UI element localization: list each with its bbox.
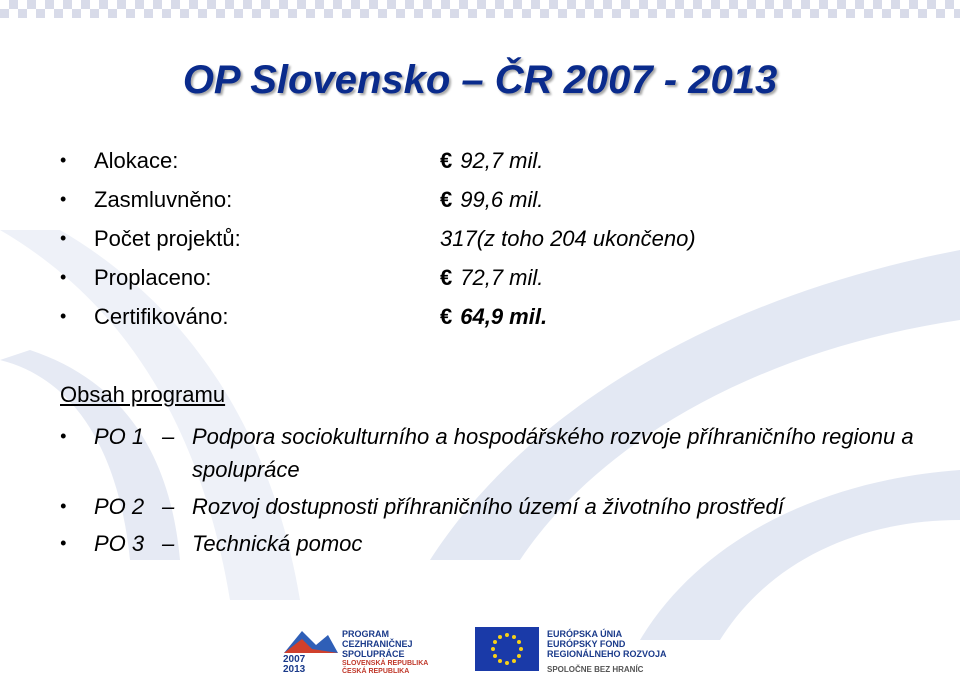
priority-text: Rozvoj dostupnosti příhraničního území a životního prostředí xyxy=(192,494,784,519)
page-title: OP Slovensko – ČR 2007 - 2013 xyxy=(182,58,778,102)
bullet: • xyxy=(60,306,67,326)
stat-value xyxy=(440,304,547,330)
priority-code: PO 1 xyxy=(94,424,145,449)
priority-text: Podpora sociokulturního a hospodářského rozvoje příhraničního regionu a spolupráce xyxy=(192,424,914,482)
bullet: • xyxy=(60,426,67,446)
stat-row-proplaceno xyxy=(60,265,920,304)
priority-item xyxy=(60,420,940,486)
bullet: • xyxy=(60,267,67,287)
priority-code: PO 3 xyxy=(94,531,145,556)
program-logo xyxy=(280,625,460,680)
eu-fund-name: EURÓPSKA ÚNIA EURÓPSKY FOND REGIONÁLNEHO ROZVOJA xyxy=(547,629,667,659)
stat-value xyxy=(440,148,543,174)
priority-dash: – xyxy=(162,494,175,519)
priority-dash: – xyxy=(162,531,175,556)
stat-row-pocet-projektu xyxy=(60,226,920,265)
stat-value xyxy=(440,265,543,291)
footer-logos xyxy=(280,625,680,685)
program-name: PROGRAM CEZHRANIČNEJ SPOLUPRÁCE xyxy=(342,629,413,659)
priority-code: PO 2 xyxy=(94,494,145,519)
priority-text: Technická pomoc xyxy=(192,531,363,556)
stat-amount: 92,7 mil. xyxy=(460,148,544,173)
stats-list xyxy=(60,148,920,343)
bullet: • xyxy=(60,228,67,248)
priority-dash: – xyxy=(162,424,175,449)
program-emblem-icon xyxy=(282,627,340,657)
stat-label: Zasmluvněno: xyxy=(94,187,233,212)
section-heading: Obsah programu xyxy=(60,382,226,407)
stat-amount: 64,9 mil. xyxy=(460,304,548,329)
euro-icon: € xyxy=(440,187,453,212)
stat-row-certifikovano xyxy=(60,304,920,343)
eu-logo xyxy=(475,625,685,680)
program-countries: SLOVENSKÁ REPUBLIKA ČESKÁ REPUBLIKA xyxy=(342,660,429,675)
bullet: • xyxy=(60,496,67,516)
stat-label: Počet projektů: xyxy=(94,226,241,251)
stat-label: Certifikováno: xyxy=(94,304,229,329)
stat-row-alokace xyxy=(60,148,920,187)
priority-list xyxy=(60,420,940,564)
euro-icon: € xyxy=(440,304,453,329)
bullet: • xyxy=(60,533,67,553)
eu-slogan: SPOLOČNE BEZ HRANÍC xyxy=(547,665,644,674)
stat-row-zasmluvneno xyxy=(60,187,920,226)
priority-item xyxy=(60,527,940,560)
euro-icon: € xyxy=(440,265,453,290)
eu-flag-icon xyxy=(475,627,539,671)
euro-icon: € xyxy=(440,148,453,173)
stat-value xyxy=(440,187,543,213)
bullet: • xyxy=(60,150,67,170)
stat-label: Alokace: xyxy=(94,148,179,173)
stat-value xyxy=(440,226,696,252)
stat-amount: 99,6 mil. xyxy=(460,187,544,212)
priority-item xyxy=(60,490,940,523)
stat-label: Proplaceno: xyxy=(94,265,212,290)
bullet: • xyxy=(60,189,67,209)
stat-amount: 72,7 mil. xyxy=(460,265,544,290)
stat-amount: 317(z toho 204 ukončeno) xyxy=(440,226,696,251)
program-years: 2007 2013 xyxy=(283,654,306,675)
